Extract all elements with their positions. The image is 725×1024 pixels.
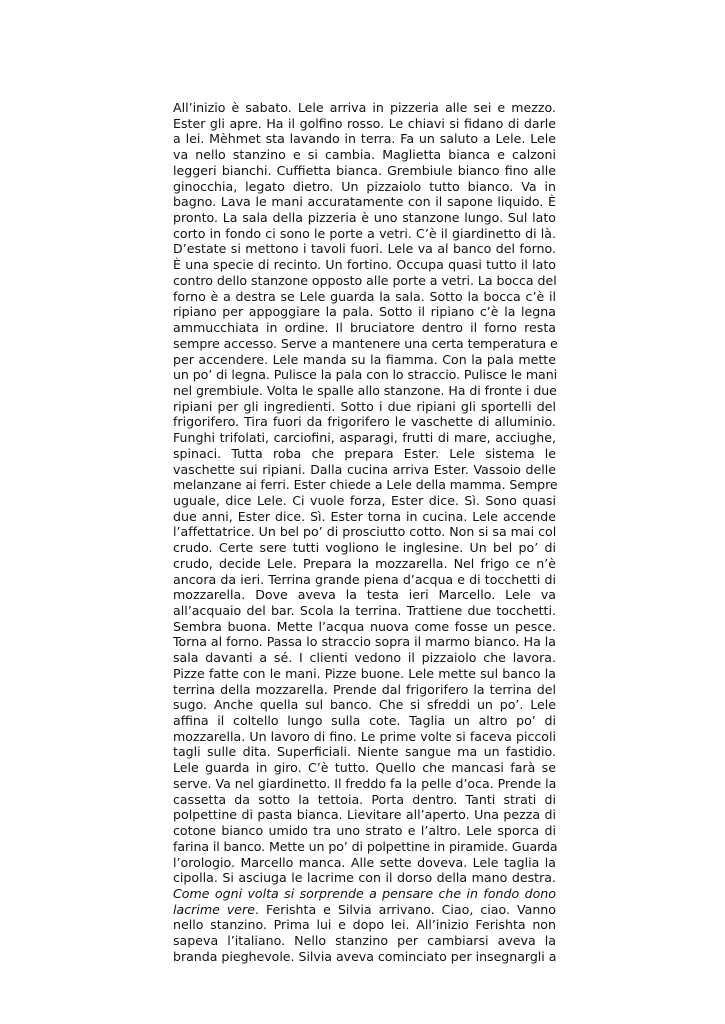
text-line: polpettine di pasta bianca. Lievitare all’aperto. Una pezza di [173,807,556,823]
text-line: Ester gli apre. Ha il golfino rosso. Le chiavi si fidano di darle [173,115,556,131]
text-line: spinaci. Tutta roba che prepara Ester. Lele sistema le [173,445,556,461]
text-line: cipolla. Si asciuga le lacrime con il dorso della mano destra. [173,870,556,886]
text-line: serve. Va nel giardinetto. Il freddo fa la pelle d’oca. Prende la [173,775,557,791]
text-line: ancora da ieri. Terrina grande piena d’acqua e di tocchetti di [173,571,556,587]
text-line: nel grembiule. Volta le spalle allo stanzone. Ha di fronte i due [173,382,557,398]
text-line: farina il banco. Mette un po’ di polpettine in piramide. Guarda [173,838,558,854]
text-line: Torna al forno. Passa lo straccio sopra il marmo bianco. Ha la [173,634,556,650]
text-line: branda pieghevole. Silvia aveva cominciato per insegnargli a [173,948,557,964]
text-line: l’affettatrice. Un bel po’ di prosciutto cotto. Non si sa mai col [173,524,557,540]
text-line: per accendere. Lele manda su la fiamma. Con la pala mette [173,351,556,367]
italic-text: Come ogni volta si sorprende a pensare che in fondo dono [173,885,556,901]
text-line: Pizze fatte con le mani. Pizze buone. Lele mette sul banco la [173,665,556,681]
text-line: corto in fondo ci sono le porte a vetri. C’è il giardinetto di là. [173,225,556,241]
text-line: ripiano per appoggiare la pala. Sotto il ripiano c’è la legna [173,304,556,320]
text-line: sapeva l’italiano. Nello stanzino per cambiarsi aveva la [173,933,556,949]
text-line: ripiani per gli ingredienti. Sotto i due ripiani gli sportelli del [173,398,556,414]
text-line: melanzane ai ferri. Ester chiede a Lele della mamma. Sempre [173,477,558,493]
body-text [173,100,556,965]
text-line: All’inizio è sabato. Lele arriva in pizzeria alle sei e mezzo. [173,100,556,115]
text-line: un po’ di legna. Pulisce la pala con lo straccio. Pulisce le mani [173,367,558,383]
text-line: leggeri bianchi. Cuffietta bianca. Grembiule bianco fino alle [173,162,556,178]
text-line: D’estate si mettono i tavoli fuori. Lele va al banco del forno. [173,241,556,257]
text-line: nello stanzino. Prima lui e dopo lei. All’inizio Ferishta non [173,917,556,933]
regular-text: . Ferishta e Silvia arrivano. Ciao, ciao. Vanno [254,901,556,917]
text-line: È una specie di recinto. Un fortino. Occupa quasi tutto il lato [173,257,556,273]
text-line: cassetta da sotto la tettoia. Porta dentro. Tanti strati di [173,791,556,807]
text-line: mozzarella. Dove aveva la testa ieri Marcello. Lele va [173,587,556,603]
text-line: terrina della mozzarella. Prende dal frigorifero la terrina del [173,681,556,697]
text-line: frigorifero. Tira fuori da frigorifero le vaschette di alluminio. [173,414,556,430]
text-line: Sembra buona. Mette l’acqua nuova come fosse un pesce. [173,618,556,634]
text-line-mixed [173,886,556,902]
text-line-mixed [173,902,556,918]
text-line: affina il coltello lungo sulla cote. Taglia un altro po’ di [173,713,556,729]
italic-text: lacrime vere [173,901,255,917]
text-line: tagli sulle dita. Superficiali. Niente sangue ma un fastidio. [173,744,556,760]
text-line: cotone bianco umido tra uno strato e l’altro. Lele sporca di [173,823,556,839]
text-line: all’acquaio del bar. Scola la terrina. Trattiene due tocchetti. [173,603,556,618]
text-line: due anni, Ester dice. Sì. Ester torna in cucina. Lele accende [173,508,556,524]
text-line: vaschette sui ripiani. Dalla cucina arriva Ester. Vassoio delle [173,461,556,477]
text-line: ginocchia, legato dietro. Un pizzaiolo tutto bianco. Va in [173,178,556,194]
text-line: sala davanti a sé. I clienti vedono il pizzaiolo che lavora. [173,650,556,666]
text-line: ammucchiata in ordine. Il bruciatore dentro il forno resta [173,320,556,336]
text-line: sempre accesso. Serve a mantenere una certa temperatura e [173,335,558,351]
text-line: mozzarella. Un lavoro di fino. Le prime volte si faceva piccoli [173,728,556,744]
text-line: uguale, dice Lele. Ci vuole forza, Ester dice. Sì. Sono quasi [173,492,556,508]
text-line: pronto. La sala della pizzeria è uno stanzone lungo. Sul lato [173,210,556,226]
text-line: l’orologio. Marcello manca. Alle sette doveva. Lele taglia la [173,854,556,870]
text-line: forno è a destra se Lele guarda la sala. Sotto la bocca c’è il [173,288,556,304]
text-line: va nello stanzino e si cambia. Maglietta bianca e calzoni [173,147,556,163]
text-line: contro dello stanzone opposto alle porte a vetri. La bocca del [173,272,557,288]
text-line: bagno. Lava le mani accuratamente con il sapone liquido. È [173,194,556,210]
text-line: a lei. Mèhmet sta lavando in terra. Fa un saluto a Lele. Lele [173,131,556,147]
text-line: crudo. Certe sere tutti vogliono le inglesine. Un bel po’ di [173,540,556,556]
text-line: Funghi trifolati, carciofini, asparagi, frutti di mare, acciughe, [173,430,556,446]
text-line: crudo, decide Lele. Prepara la mozzarella. Nel frigo ce n’è [173,555,556,571]
text-line: sugo. Anche quella sul banco. Che si sfreddi un po’. Lele [173,697,556,713]
text-line: Lele guarda in giro. C’è tutto. Quello che mancasi farà se [173,760,556,776]
